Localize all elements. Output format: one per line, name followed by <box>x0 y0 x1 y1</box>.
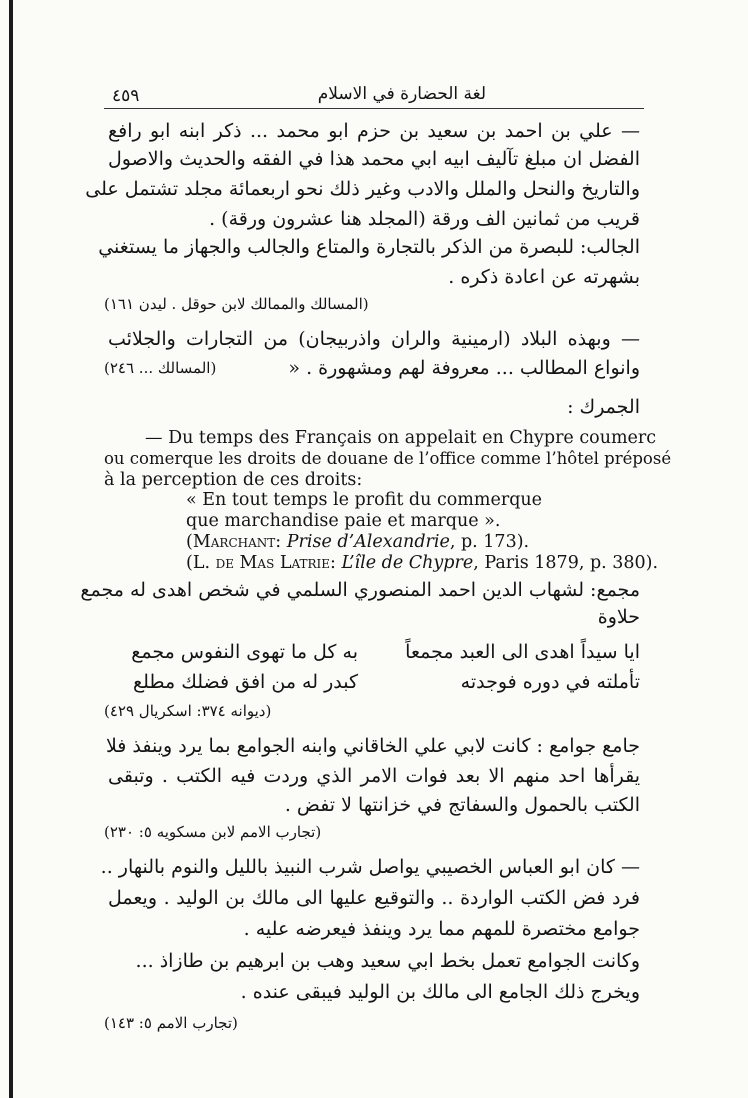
ref-title: L’île de Chypre <box>341 553 474 573</box>
french-text-line: — Du temps des Français on appelait en Chypre coumerc <box>145 428 657 448</box>
french-reference-line <box>186 555 658 573</box>
entry-heading: الجمرك : <box>567 396 640 418</box>
source-citation: (المسالك ... ٢٤٦) <box>104 359 217 377</box>
entry-text-line: الجالب: للبصرة من الذكر بالتجارة والمتاع والجالب والجهاز ما يستغني <box>98 236 640 258</box>
french-quote-line: « En tout temps le profit du commerque <box>186 490 543 510</box>
entry-text-line: والتاريخ والنحل والملل والادب وغير ذلك نحو اربعمائة مجلد تشتمل على <box>85 178 640 200</box>
source-citation: (ديوانه ٣٧٤: اسكريال ٤٢٩) <box>104 702 272 720</box>
entry-text-line: — كان ابو العباس الخصيبي يواصل شرب النبيذ بالليل والنوم بالنهار .. <box>100 856 640 878</box>
verse-hemistich: ايا سيداً اهدى الى العبد مجمعاً <box>405 641 640 663</box>
source-citation: (تجارب الامم لابن مسكويه ٥: ٢٣٠) <box>104 823 322 841</box>
french-text-line: ou comerque les droits de douane de l’office comme l’hôtel préposé <box>104 449 672 468</box>
entry-text-line: الفضل ان مبلغ تآليف ابيه ابي محمد هذا في الفقه والحديث والاصول <box>108 148 640 170</box>
entry-text-line: قريب من ثمانين الف ورقة (المجلد هنا عشرون ورقة) . <box>209 208 640 230</box>
entry-text-line: حلاوة <box>597 606 640 628</box>
entry-text-line: وكانت الجوامع تعمل بخط ابي سعيد وهب بن ابرهيم بن طازاذ ... <box>135 950 640 972</box>
entry-text-line: — علي بن احمد بن سعيد بن حزم ابو محمد ... ذكر ابنه ابو رافع <box>108 120 640 142</box>
ref-author: (L. de Mas Latrie: <box>186 553 336 573</box>
verse-hemistich: به كل ما تهوى النفوس مجمع <box>131 641 358 663</box>
header-rule <box>104 108 644 109</box>
entry-text-line: يقرأها احد منهم الا بعد فوات الامر الذي وردت فيه الكتب . وتبقى <box>108 765 640 787</box>
entry-text-line: وانواع المطالب ... معروفة لهم ومشهورة . « <box>288 357 640 379</box>
running-title: لغة الحضارة في الاسلام <box>317 84 486 104</box>
entry-text-line: — وبهذه البلاد (ارمينية والران واذربيجان) من التجارات والجلائب <box>108 328 640 350</box>
entry-text-line: بشهرته عن اعادة ذكره . <box>448 266 640 288</box>
ref-title: Prise d’Alexandrie <box>286 532 450 552</box>
french-quote-line: que marchandise paie et marque ». <box>186 511 501 531</box>
entry-text-line: الكتب بالحمول والسفاتج في خزانتها لا تفض . <box>284 794 640 816</box>
ref-author: (Marchant: <box>186 532 282 552</box>
entry-text-line: ويخرج ذلك الجامع الى مالك بن الوليد فيبقى عنده . <box>240 981 640 1003</box>
french-reference-line <box>186 534 529 552</box>
scan-edge-line <box>9 0 13 1098</box>
source-citation: (تجارب الامم ٥: ١٤٣) <box>104 1014 238 1032</box>
entry-text-line: جوامع مختصرة للمهم مما يرد وينفذ فيعرضه عليه . <box>243 918 640 940</box>
verse-hemistich: كبدر له من افق فضلك مطلع <box>133 671 358 693</box>
entry-text-line: فرد فض الكتب الواردة .. والتوقيع عليها الى مالك بن الوليد . ويعمل <box>108 887 640 909</box>
entry-text-line: جامع جوامع : كانت لابي علي الخاقاني وابنه الجوامع بما يرد وينفذ فلا <box>105 735 640 757</box>
source-citation: (المسالك والممالك لابن حوقل . ليدن ١٦١) <box>104 295 369 313</box>
entry-text-line: مجمع: لشهاب الدين احمد المنصوري السلمي في شخص اهدى له مجمع <box>80 579 640 601</box>
ref-page: , p. 173). <box>449 532 530 552</box>
page-number: ٤٥٩ <box>112 86 140 106</box>
french-text-line: à la perception de ces droits: <box>104 470 363 490</box>
ref-page: , Paris 1879, p. 380). <box>473 553 659 573</box>
verse-hemistich: تأملته في دوره فوجدته <box>460 671 640 693</box>
